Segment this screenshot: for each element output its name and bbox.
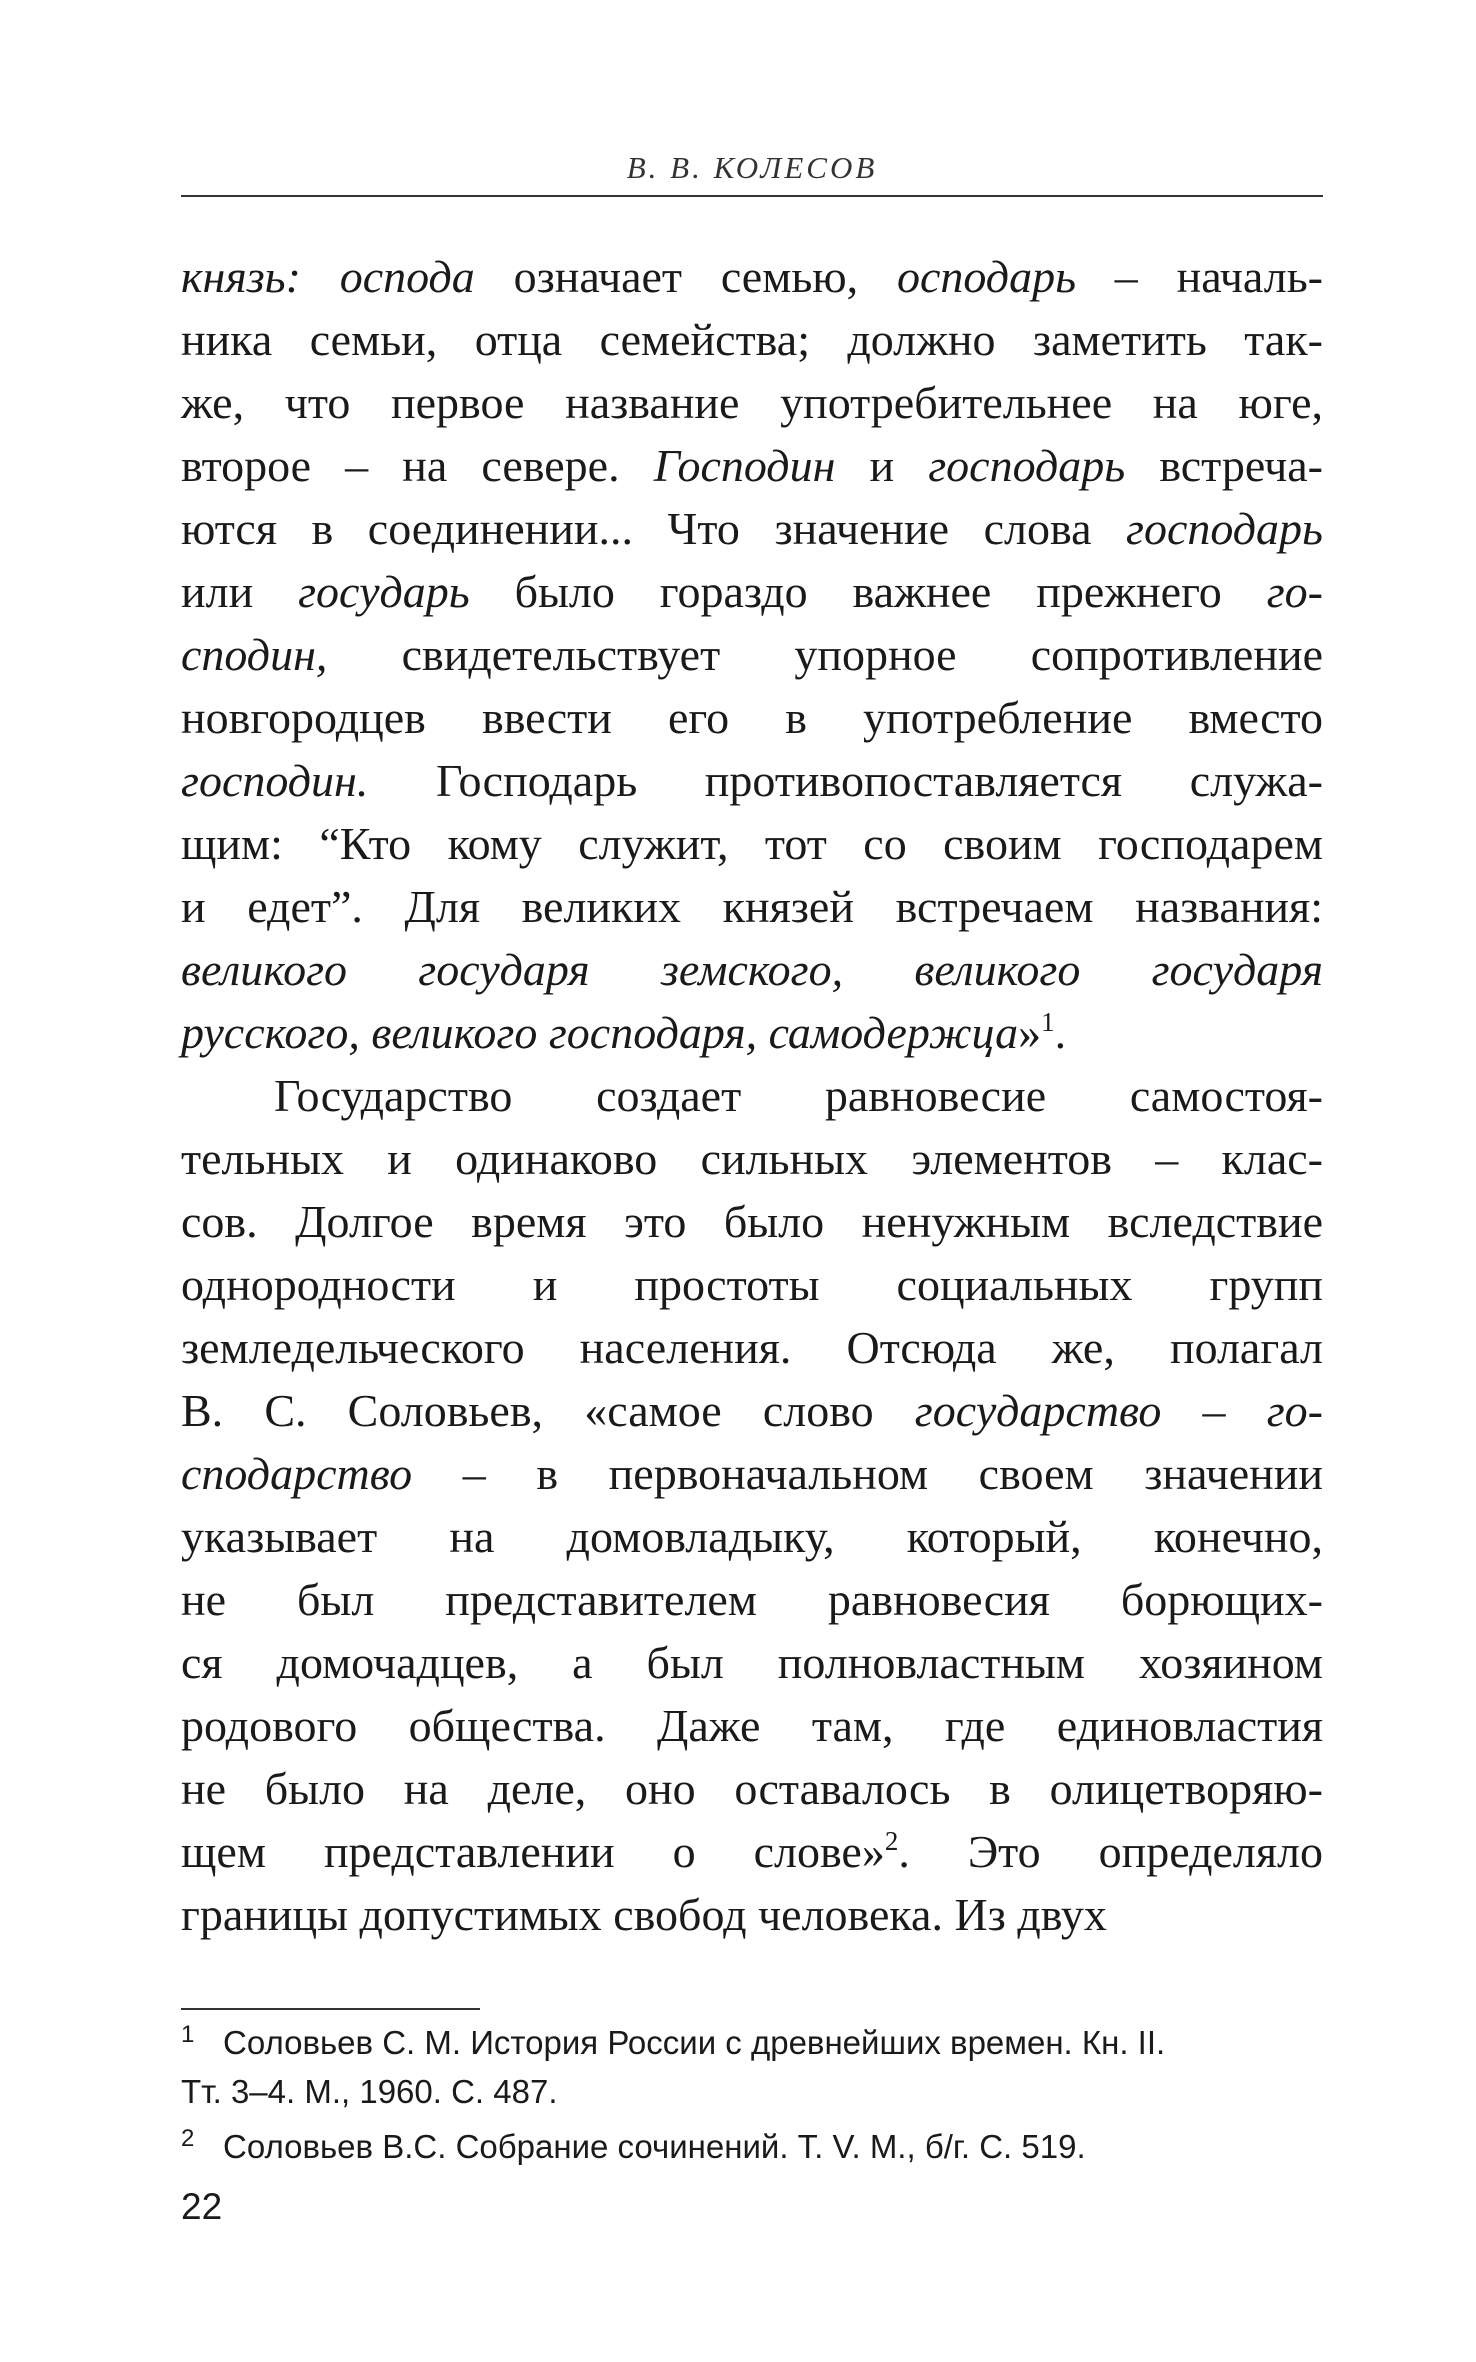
text-segment: сподин, — [181, 629, 328, 680]
text-line — [181, 1505, 1323, 1568]
text-segment: . — [1054, 1007, 1067, 1058]
text-segment: свидетельствует упорное сопротивление — [327, 629, 1323, 680]
text-line — [181, 1757, 1323, 1820]
footnote-ref: 1 — [1041, 1007, 1055, 1037]
text-line — [181, 371, 1323, 434]
text-segment: земледельческого населения. Отсюда же, полагал — [181, 1322, 1323, 1373]
text-segment: и едет”. Для великих князей встречаем названия: — [181, 881, 1323, 932]
text-segment: господин. — [181, 755, 369, 806]
text-segment: второе – на севере. — [181, 440, 654, 491]
footnote-line: 2 Соловьев В.С. Собрание сочинений. Т. V. М., б/г. С. 519. — [181, 2125, 1086, 2165]
footnote-line — [181, 2067, 1323, 2116]
text-segment: Господарь противопоставляется служа- — [368, 755, 1323, 806]
text-line — [181, 1064, 1323, 1127]
footnote — [181, 2018, 1323, 2116]
text-line — [181, 938, 1323, 1001]
text-line — [181, 1568, 1323, 1631]
text-segment: В. С. Соловьев, «самое слово — [181, 1385, 915, 1436]
footnote-text: Соловьев С. М. История России с древнейших времен. Кн. II. — [223, 2024, 1166, 2061]
footnote-rule — [181, 2008, 480, 2010]
text-segment: новгородцев ввести его в употребление вместо — [181, 692, 1323, 743]
text-segment: го- — [1266, 566, 1323, 617]
text-segment: – началь- — [1076, 251, 1323, 302]
text-segment: сов. Долгое время это было ненужным вследствие — [181, 1196, 1323, 1247]
text-segment: » — [1018, 1007, 1042, 1058]
text-line — [181, 1190, 1323, 1253]
footnote-ref: 2 — [884, 1826, 899, 1856]
header-rule — [181, 195, 1323, 197]
text-segment: границы допустимых свобод человека. Из двух — [181, 1889, 1107, 1940]
footnotes — [181, 2018, 1323, 2171]
text-line — [181, 1253, 1323, 1316]
text-segment: государь — [298, 566, 470, 617]
footnote-text: Тт. 3–4. М., 1960. С. 487. — [181, 2073, 558, 2110]
text-segment: тельных и одинаково сильных элементов – клас- — [181, 1133, 1323, 1184]
text-line — [181, 875, 1323, 938]
text-segment: . Это определяло — [898, 1826, 1323, 1877]
text-line — [181, 434, 1323, 497]
text-segment: родового общества. Даже там, где единовластия — [181, 1700, 1323, 1751]
text-segment: ника семьи, отца семейства; должно заметить так- — [181, 314, 1323, 365]
text-line — [181, 1001, 1323, 1064]
text-segment: князь: оспода — [181, 251, 475, 302]
text-line — [181, 1820, 1323, 1883]
text-segment: Государство создает равновесие самостоя- — [274, 1070, 1323, 1121]
text-segment: ся домочадцев, а был полновластным хозяином — [181, 1637, 1323, 1688]
text-segment: не было на деле, оно оставалось в олицетворяю- — [181, 1763, 1323, 1814]
text-segment: или — [181, 566, 299, 617]
body-text — [181, 245, 1323, 1946]
text-segment: и — [835, 440, 929, 491]
text-segment: ются в соединении... Что значение слова — [181, 503, 1127, 554]
page-number: 22 — [181, 2186, 223, 2227]
text-line — [181, 497, 1323, 560]
text-line — [181, 560, 1323, 623]
text-segment: господарь — [1126, 503, 1323, 554]
footnote — [181, 2122, 1323, 2171]
text-segment: щим: “Кто кому служит, тот со своим господарем — [181, 818, 1323, 869]
text-line — [181, 308, 1323, 371]
text-segment: великого государя земского, великого государя — [181, 944, 1323, 995]
footnote-line: 1 Соловьев С. М. История России с древнейших времен. Кн. II. — [181, 2021, 1166, 2061]
text-segment: господарь — [928, 440, 1126, 491]
text-segment: – в первоначальном своем значении — [412, 1448, 1323, 1499]
text-segment: указывает на домовладыку, который, конечно, — [181, 1511, 1323, 1562]
text-line — [181, 1316, 1323, 1379]
text-line — [181, 1631, 1323, 1694]
text-line — [181, 686, 1323, 749]
text-line — [181, 1442, 1323, 1505]
text-segment: однородности и простоты социальных групп — [181, 1259, 1323, 1310]
text-segment: государство – го- — [914, 1385, 1323, 1436]
text-segment: щем представлении о слове» — [181, 1826, 885, 1877]
text-segment: Господин — [653, 440, 836, 491]
text-line — [181, 1883, 1323, 1946]
text-line — [181, 1127, 1323, 1190]
text-segment: не был представителем равновесия борющих- — [181, 1574, 1323, 1625]
text-line — [181, 812, 1323, 875]
text-segment: было гораздо важнее прежнего — [469, 566, 1267, 617]
footnote-text: Соловьев В.С. Собрание сочинений. Т. V. М., б/г. С. 519. — [223, 2128, 1086, 2165]
text-line — [181, 1694, 1323, 1757]
text-line — [181, 1379, 1323, 1442]
text-segment: осподарь — [896, 251, 1076, 302]
text-line — [181, 245, 1323, 308]
running-head: В. В. КОЛЕСОВ — [626, 150, 878, 185]
text-segment: русского, великого господаря, самодержца — [181, 1007, 1019, 1058]
text-segment: же, что первое название употребительнее на юге, — [181, 377, 1323, 428]
text-line — [181, 749, 1323, 812]
text-segment: встреча- — [1125, 440, 1323, 491]
text-segment: сподарство — [181, 1448, 413, 1499]
text-segment: означает семью, — [474, 251, 897, 302]
text-line — [181, 623, 1323, 686]
